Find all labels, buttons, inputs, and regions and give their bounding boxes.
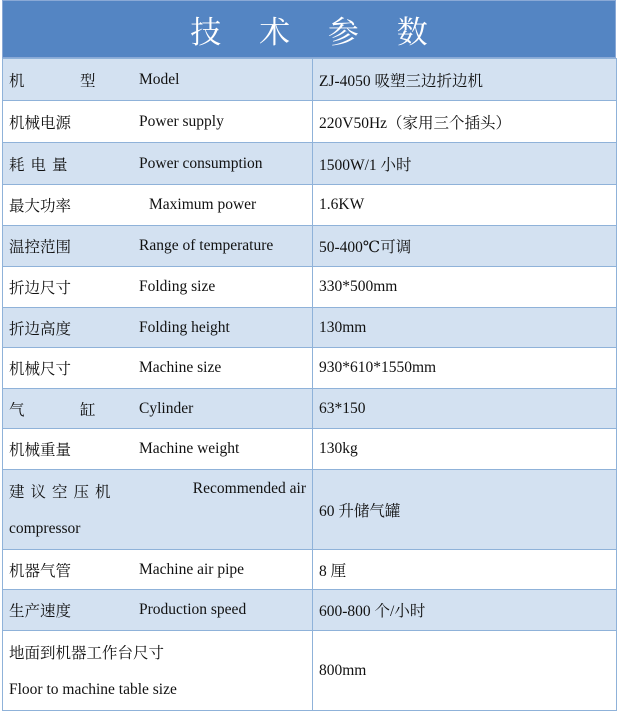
row-label: [3, 267, 313, 308]
row-value: 930*610*1550mm: [313, 348, 617, 389]
spec-sheet: [2, 0, 616, 711]
label-zh: 生产速度: [9, 603, 72, 620]
label-zh: 机械尺寸: [9, 361, 72, 378]
label-zh: 机器气管: [9, 562, 72, 580]
label-en: Power supply: [139, 112, 224, 130]
table-row: [3, 226, 617, 267]
row-label: [3, 226, 313, 267]
table-row: [3, 631, 617, 711]
label-line-2: [9, 520, 306, 538]
label-zh: 机 型: [9, 72, 116, 90]
row-label: [3, 143, 313, 185]
row-value: 800mm: [313, 631, 617, 711]
table-row: [3, 267, 617, 308]
row-label: [3, 631, 313, 711]
label-zh: 耗电量: [9, 156, 74, 174]
spec-table: [2, 58, 617, 711]
row-value: 600-800 个/小时: [313, 590, 617, 631]
row-label: [3, 590, 313, 631]
label-en: Machine size: [139, 359, 222, 376]
label-en: Power consumption: [139, 154, 263, 172]
row-label: [3, 550, 313, 590]
label-zh: 温控范围: [9, 239, 72, 256]
label-zh: 最大功率: [9, 198, 72, 215]
label-en: Maximum power: [149, 196, 257, 213]
label-en: Folding size: [139, 278, 216, 295]
label-zh: 折边高度: [9, 320, 72, 338]
row-value: 330*500mm: [313, 267, 617, 308]
label-en: Model: [139, 70, 180, 88]
label-en: Machine air pipe: [139, 560, 245, 578]
page-title: 技 术 参 数: [2, 0, 616, 58]
row-label: [3, 389, 313, 429]
label-en: Floor to machine table size: [9, 681, 177, 698]
label-en: Recommended air: [192, 480, 306, 497]
row-value: ZJ-4050 吸塑三边折边机: [313, 59, 617, 101]
row-value: 130mm: [313, 308, 617, 348]
row-value: 1500W/1 小时: [313, 143, 617, 185]
label-zh: 机械电源: [9, 114, 72, 132]
table-row: [3, 101, 617, 143]
label-en: Folding height: [139, 318, 230, 336]
row-value: 63*150: [313, 389, 617, 429]
label-en: Production speed: [139, 601, 247, 618]
row-value: 1.6KW: [313, 185, 617, 226]
row-label: [3, 185, 313, 226]
label-en: Cylinder: [139, 399, 194, 417]
label-zh: 建议空压机: [9, 484, 117, 501]
label-line-1: [9, 480, 306, 502]
table-row: [3, 143, 617, 185]
label-zh: 气 缸: [9, 401, 116, 419]
label-line-1: [9, 641, 306, 663]
table-row: [3, 185, 617, 226]
table-row: [3, 348, 617, 389]
table-row: [3, 389, 617, 429]
row-label: [3, 348, 313, 389]
label-en-cont: compressor: [9, 520, 81, 537]
table-row: [3, 308, 617, 348]
label-en: Range of temperature: [139, 237, 274, 254]
row-value: 220V50Hz（家用三个插头）: [313, 101, 617, 143]
label-zh: 地面到机器工作台尺寸: [9, 645, 165, 662]
row-value: 8 厘: [313, 550, 617, 590]
label-zh: 折边尺寸: [9, 280, 72, 297]
table-row: [3, 429, 617, 470]
row-label: [3, 470, 313, 550]
row-label: [3, 101, 313, 143]
row-label: [3, 59, 313, 101]
table-row: [3, 550, 617, 590]
row-label: [3, 308, 313, 348]
row-value: 50-400℃可调: [313, 226, 617, 267]
label-zh: 机械重量: [9, 442, 72, 459]
label-en: Machine weight: [139, 440, 240, 457]
row-label: [3, 429, 313, 470]
row-value: 60 升储气罐: [313, 470, 617, 550]
label-line-2: [9, 681, 306, 699]
table-row: [3, 59, 617, 101]
table-row: [3, 590, 617, 631]
table-row: [3, 470, 617, 550]
row-value: 130kg: [313, 429, 617, 470]
